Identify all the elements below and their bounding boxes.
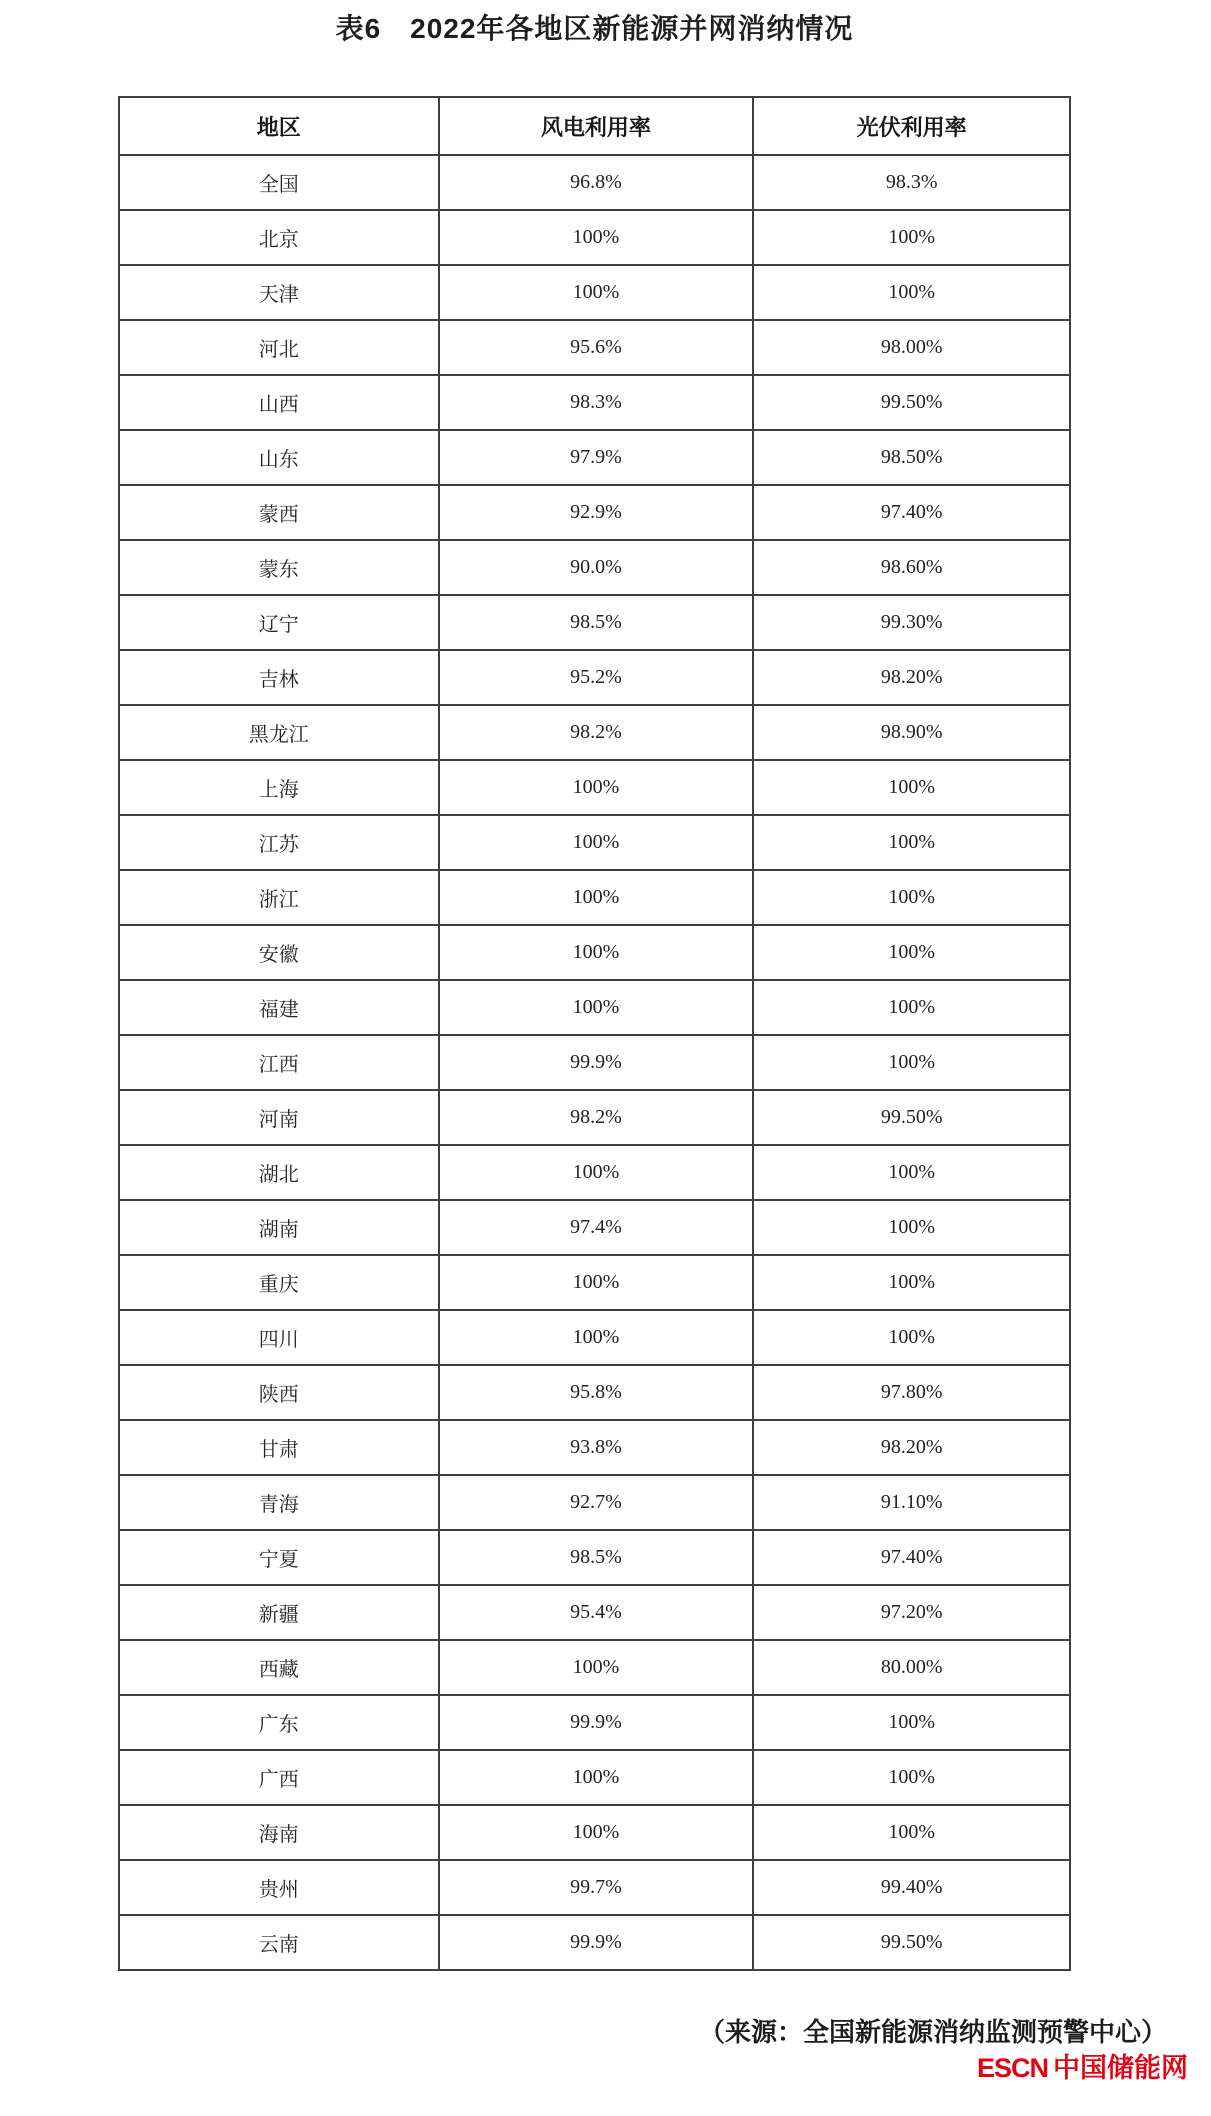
table-row (119, 1860, 1070, 1915)
region-cell: 山西 (119, 375, 439, 430)
table-row (119, 980, 1070, 1035)
wind-rate-cell: 100% (439, 760, 754, 815)
region-cell: 青海 (119, 1475, 439, 1530)
table-row (119, 760, 1070, 815)
region-cell: 天津 (119, 265, 439, 320)
solar-rate-cell: 100% (753, 980, 1070, 1035)
region-cell: 甘肃 (119, 1420, 439, 1475)
header-row (119, 97, 1070, 155)
wind-rate-cell: 98.2% (439, 705, 754, 760)
wind-rate-cell: 100% (439, 815, 754, 870)
table-row (119, 1695, 1070, 1750)
region-cell: 四川 (119, 1310, 439, 1365)
table-row (119, 1255, 1070, 1310)
wind-rate-cell: 97.9% (439, 430, 754, 485)
region-cell: 广东 (119, 1695, 439, 1750)
region-cell: 陕西 (119, 1365, 439, 1420)
source-attribution: （来源：全国新能源消纳监测预警中心） (698, 2017, 1167, 2047)
solar-rate-cell: 98.3% (753, 155, 1070, 210)
solar-rate-cell: 100% (753, 210, 1070, 265)
solar-rate-cell: 98.50% (753, 430, 1070, 485)
table-row (119, 1200, 1070, 1255)
table-row (119, 815, 1070, 870)
wind-rate-cell: 100% (439, 1145, 754, 1200)
region-cell: 云南 (119, 1915, 439, 1970)
region-cell: 江西 (119, 1035, 439, 1090)
table-row (119, 870, 1070, 925)
solar-rate-cell: 98.20% (753, 650, 1070, 705)
table-row (119, 430, 1070, 485)
solar-rate-cell: 98.90% (753, 705, 1070, 760)
table-row (119, 265, 1070, 320)
region-cell: 广西 (119, 1750, 439, 1805)
wind-rate-cell: 95.6% (439, 320, 754, 375)
solar-rate-cell: 100% (753, 1695, 1070, 1750)
region-cell: 黑龙江 (119, 705, 439, 760)
solar-rate-cell: 99.50% (753, 1090, 1070, 1145)
escn-logo-chinese: 中国储能网 (1053, 2053, 1188, 2083)
table-row (119, 595, 1070, 650)
solar-rate-cell: 100% (753, 925, 1070, 980)
table-row (119, 925, 1070, 980)
region-cell: 西藏 (119, 1640, 439, 1695)
wind-rate-cell: 98.5% (439, 595, 754, 650)
solar-rate-cell: 99.50% (753, 375, 1070, 430)
wind-rate-cell: 92.7% (439, 1475, 754, 1530)
table-row (119, 1090, 1070, 1145)
wind-rate-cell: 100% (439, 1805, 754, 1860)
solar-rate-cell: 100% (753, 265, 1070, 320)
region-cell: 安徽 (119, 925, 439, 980)
wind-rate-cell: 100% (439, 265, 754, 320)
wind-rate-cell: 95.2% (439, 650, 754, 705)
solar-rate-cell: 100% (753, 815, 1070, 870)
wind-rate-cell: 92.9% (439, 485, 754, 540)
solar-rate-cell: 97.40% (753, 485, 1070, 540)
escn-logo (977, 2052, 1188, 2084)
table-row (119, 1750, 1070, 1805)
table-row (119, 1585, 1070, 1640)
solar-rate-cell: 100% (753, 1200, 1070, 1255)
table-row (119, 375, 1070, 430)
table-row (119, 1530, 1070, 1585)
solar-rate-cell: 98.60% (753, 540, 1070, 595)
wind-rate-cell: 100% (439, 980, 754, 1035)
wind-rate-cell: 100% (439, 1640, 754, 1695)
table-row (119, 650, 1070, 705)
region-cell: 全国 (119, 155, 439, 210)
wind-rate-cell: 99.7% (439, 1860, 754, 1915)
wind-rate-cell: 100% (439, 1750, 754, 1805)
wind-rate-cell: 100% (439, 925, 754, 980)
region-cell: 河南 (119, 1090, 439, 1145)
wind-rate-cell: 95.8% (439, 1365, 754, 1420)
region-cell: 山东 (119, 430, 439, 485)
region-cell: 贵州 (119, 1860, 439, 1915)
region-cell: 辽宁 (119, 595, 439, 650)
region-cell: 新疆 (119, 1585, 439, 1640)
table-row (119, 1145, 1070, 1200)
region-cell: 福建 (119, 980, 439, 1035)
wind-rate-cell: 98.3% (439, 375, 754, 430)
solar-rate-cell: 100% (753, 1255, 1070, 1310)
solar-rate-cell: 100% (753, 1310, 1070, 1365)
wind-rate-cell: 90.0% (439, 540, 754, 595)
table-row (119, 155, 1070, 210)
table-row (119, 1420, 1070, 1475)
wind-rate-cell: 100% (439, 870, 754, 925)
solar-rate-cell: 100% (753, 1035, 1070, 1090)
wind-rate-cell: 99.9% (439, 1695, 754, 1750)
solar-rate-cell: 97.80% (753, 1365, 1070, 1420)
solar-rate-cell: 98.00% (753, 320, 1070, 375)
region-cell: 浙江 (119, 870, 439, 925)
col-header-region: 地区 (119, 97, 439, 155)
table-row (119, 1915, 1070, 1970)
solar-rate-cell: 98.20% (753, 1420, 1070, 1475)
table-row (119, 1640, 1070, 1695)
solar-rate-cell: 91.10% (753, 1475, 1070, 1530)
table-row (119, 1805, 1070, 1860)
solar-rate-cell: 99.30% (753, 595, 1070, 650)
table-row (119, 1365, 1070, 1420)
region-cell: 湖北 (119, 1145, 439, 1200)
table-row (119, 1475, 1070, 1530)
solar-rate-cell: 80.00% (753, 1640, 1070, 1695)
solar-rate-cell: 99.50% (753, 1915, 1070, 1970)
table-row (119, 485, 1070, 540)
solar-rate-cell: 97.20% (753, 1585, 1070, 1640)
solar-rate-cell: 100% (753, 1145, 1070, 1200)
wind-rate-cell: 93.8% (439, 1420, 754, 1475)
wind-rate-cell: 99.9% (439, 1915, 754, 1970)
table-row (119, 210, 1070, 265)
region-cell: 上海 (119, 760, 439, 815)
table-row (119, 705, 1070, 760)
wind-rate-cell: 100% (439, 1255, 754, 1310)
solar-rate-cell: 100% (753, 1805, 1070, 1860)
region-cell: 北京 (119, 210, 439, 265)
region-cell: 江苏 (119, 815, 439, 870)
table-title: 表6 2022年各地区新能源并网消纳情况 (335, 13, 854, 44)
region-cell: 蒙西 (119, 485, 439, 540)
solar-rate-cell: 100% (753, 1750, 1070, 1805)
table-row (119, 1035, 1070, 1090)
solar-rate-cell: 97.40% (753, 1530, 1070, 1585)
wind-rate-cell: 97.4% (439, 1200, 754, 1255)
solar-rate-cell: 100% (753, 760, 1070, 815)
region-cell: 河北 (119, 320, 439, 375)
solar-rate-cell: 99.40% (753, 1860, 1070, 1915)
wind-rate-cell: 95.4% (439, 1585, 754, 1640)
col-header-wind-utilization: 风电利用率 (439, 97, 754, 155)
wind-rate-cell: 96.8% (439, 155, 754, 210)
region-cell: 宁夏 (119, 1530, 439, 1585)
region-cell: 海南 (119, 1805, 439, 1860)
region-cell: 蒙东 (119, 540, 439, 595)
solar-rate-cell: 100% (753, 870, 1070, 925)
region-cell: 重庆 (119, 1255, 439, 1310)
region-consumption-table (118, 96, 1071, 1971)
wind-rate-cell: 99.9% (439, 1035, 754, 1090)
escn-logo-latin: ESCN (976, 2053, 1048, 2083)
table-row (119, 320, 1070, 375)
region-cell: 吉林 (119, 650, 439, 705)
wind-rate-cell: 100% (439, 210, 754, 265)
col-header-solar-utilization: 光伏利用率 (753, 97, 1070, 155)
region-cell: 湖南 (119, 1200, 439, 1255)
table-row (119, 1310, 1070, 1365)
wind-rate-cell: 98.5% (439, 1530, 754, 1585)
wind-rate-cell: 98.2% (439, 1090, 754, 1145)
wind-rate-cell: 100% (439, 1310, 754, 1365)
table-row (119, 540, 1070, 595)
